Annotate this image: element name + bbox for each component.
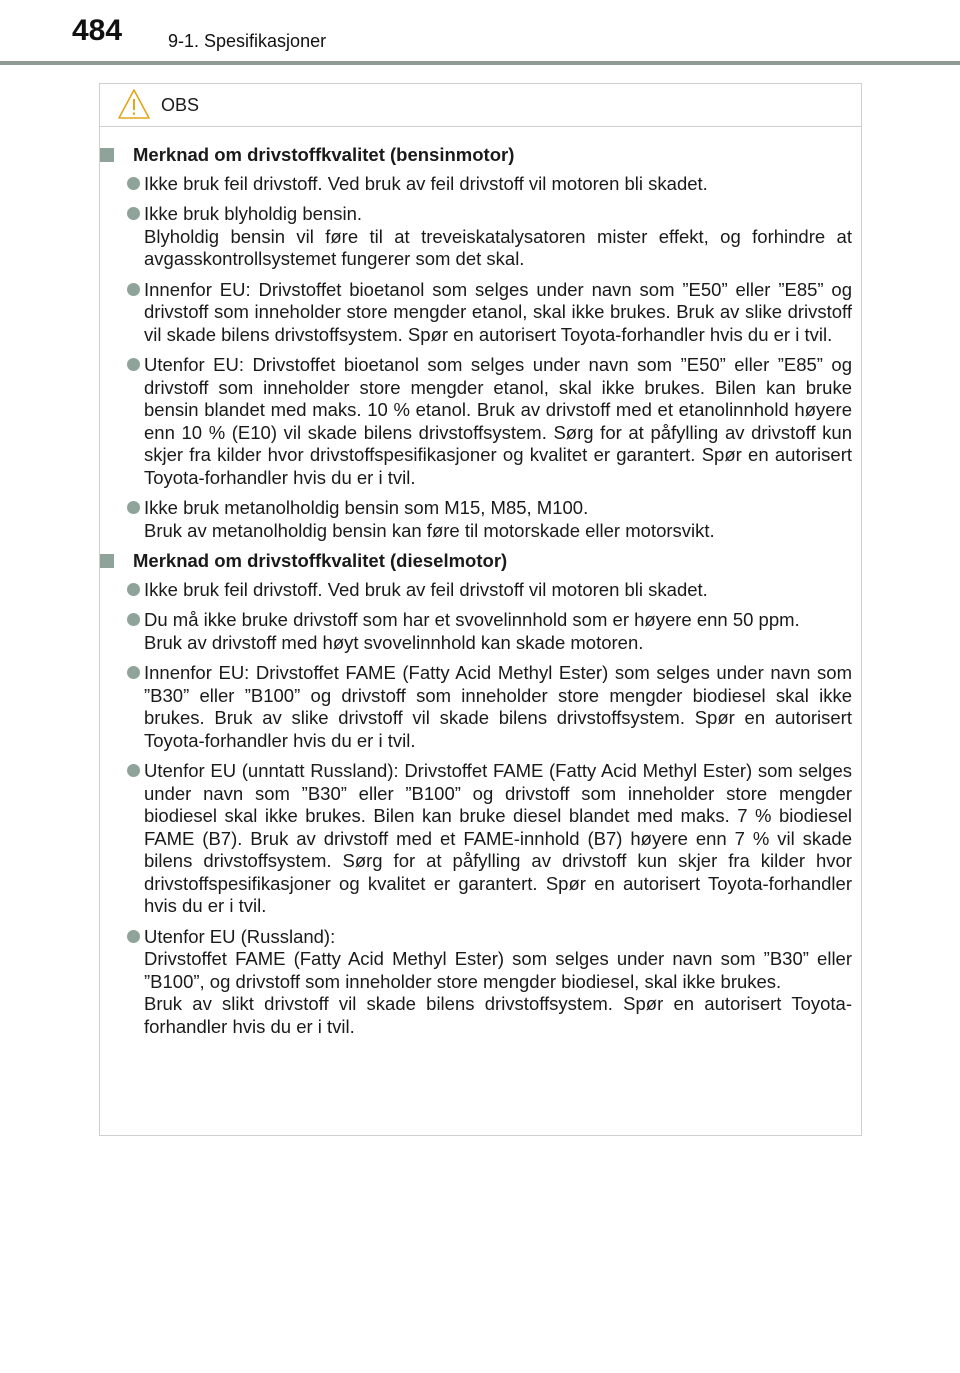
circle-bullet-icon [127, 613, 140, 626]
circle-bullet-icon [127, 930, 140, 943]
list-item-text: Drivstoffet FAME (Fatty Acid Methyl Ester) som selges under navn som ”B30” eller ”B100”, og drivstoff som inneholder store mengder biodiesel, skal ikke brukes. [144, 948, 852, 992]
header-rule [0, 61, 960, 65]
section-heading-text: Merknad om drivstoffkvalitet (dieselmotor) [133, 550, 508, 571]
list-item-text: Ikke bruk blyholdig bensin. [144, 203, 363, 224]
circle-bullet-icon [127, 583, 140, 596]
list-item [144, 926, 852, 1039]
warning-triangle-icon [117, 88, 151, 120]
list-item-text: Ikke bruk metanolholdig bensin som M15, M85, M100. [144, 497, 589, 518]
bullet-list [125, 173, 852, 543]
page-number: 484 [72, 14, 123, 47]
bullet-list [125, 579, 852, 1039]
list-item [144, 760, 852, 918]
circle-bullet-icon [127, 358, 140, 371]
list-item-text: Blyholdig bensin vil føre til at treveiskatalysatoren mister effekt, og forhindre at avgasskontrollsystemet fungerer som det skal. [144, 225, 852, 269]
list-item-text: Bruk av slikt drivstoff vil skade bilens drivstoffsystem. Spør en autorisert Toyota-forhandler hvis du er i tvil. [144, 993, 852, 1037]
section-heading [125, 550, 852, 573]
list-item [144, 609, 852, 654]
list-item-text: Innenfor EU: Drivstoffet FAME (Fatty Acid Methyl Ester) som selges under navn som ”B30” eller ”B100” og drivstoff som inneholder store mengder biodiesel skal ikke brukes. Bruk av slike drivstoff vil skade bilens drivstoffsystem. Spør en autorisert Toyota-forhandler hvis du er i tvil. [144, 662, 852, 751]
list-item [144, 497, 852, 542]
list-item [144, 354, 852, 489]
circle-bullet-icon [127, 764, 140, 777]
square-bullet-icon [100, 554, 114, 568]
list-item [144, 203, 852, 271]
circle-bullet-icon [127, 283, 140, 296]
notice-section [100, 550, 861, 1038]
list-item [144, 579, 852, 602]
list-item-text: Utenfor EU (unntatt Russland): Drivstoffet FAME (Fatty Acid Methyl Ester) som selges under navn som ”B30” eller ”B100” og drivstoff som inneholder store mengder biodiesel skal ikke brukes. Bilen kan bruke diesel blandet med maks. 7 % biodiesel FAME (B7). Bruk av drivstoff med et FAME-innhold (B7) høyere enn 7 % vil skade bilens drivstoffsystem. Sørg for at påfylling av drivstoff kun skjer fra kilder hvor drivstoffspesifikasjoner og kvalitet er garantert. Spør en autorisert Toyota-forhandler hvis du er i tvil. [144, 760, 852, 916]
notice-body [100, 144, 861, 1046]
list-item-text: Innenfor EU: Drivstoffet bioetanol som selges under navn som ”E50” eller ”E85” og drivstoff som inneholder store mengder etanol, skal ikke brukes. Bruk av slike drivstoff vil skade bilens drivstoffsystem. Spør en autorisert Toyota-forhandler hvis du er i tvil. [144, 278, 852, 345]
circle-bullet-icon [127, 177, 140, 190]
notice-label: OBS [161, 95, 200, 115]
list-item [144, 173, 852, 196]
section-title: 9-1. Spesifikasjoner [168, 31, 327, 51]
list-item [144, 279, 852, 347]
page-header [0, 0, 960, 70]
section-heading-text: Merknad om drivstoffkvalitet (bensinmotor) [133, 144, 515, 165]
list-item-text: Du må ikke bruke drivstoff som har et svovelinnhold som er høyere enn 50 ppm. [144, 609, 800, 630]
circle-bullet-icon [127, 501, 140, 514]
list-item-text: Bruk av drivstoff med høyt svovelinnhold kan skade motoren. [144, 631, 644, 653]
circle-bullet-icon [127, 207, 140, 220]
list-item-text: Utenfor EU (Russland): [144, 925, 336, 947]
notice-header [100, 84, 861, 127]
notice-box [99, 83, 862, 1136]
section-heading [125, 144, 852, 167]
list-item [144, 662, 852, 752]
circle-bullet-icon [127, 666, 140, 679]
list-item-text: Ikke bruk feil drivstoff. Ved bruk av feil drivstoff vil motoren bli skadet. [144, 578, 708, 600]
list-item-text: Utenfor EU: Drivstoffet bioetanol som selges under navn som ”E50” eller ”E85” og drivstoff som inneholder store mengder etanol, skal ikke brukes. Bilen kan bruke bensin blandet med maks. 10 % etanol. Bruk av drivstoff med et etanolinnhold høyere enn 10 % (E10) vil skade bilens drivstoffsystem. Sørg for at påfylling av drivstoff kun skjer fra kilder hvor drivstoffspesifikasjoner og kvalitet er garantert. Spør en autorisert Toyota-forhandler hvis du er i tvil. [144, 354, 852, 488]
list-item-text: Bruk av metanolholdig bensin kan føre til motorskade eller motorsvikt. [144, 519, 715, 541]
list-item-text: Ikke bruk feil drivstoff. Ved bruk av feil drivstoff vil motoren bli skadet. [144, 172, 708, 194]
square-bullet-icon [100, 148, 114, 162]
notice-section [100, 144, 861, 542]
